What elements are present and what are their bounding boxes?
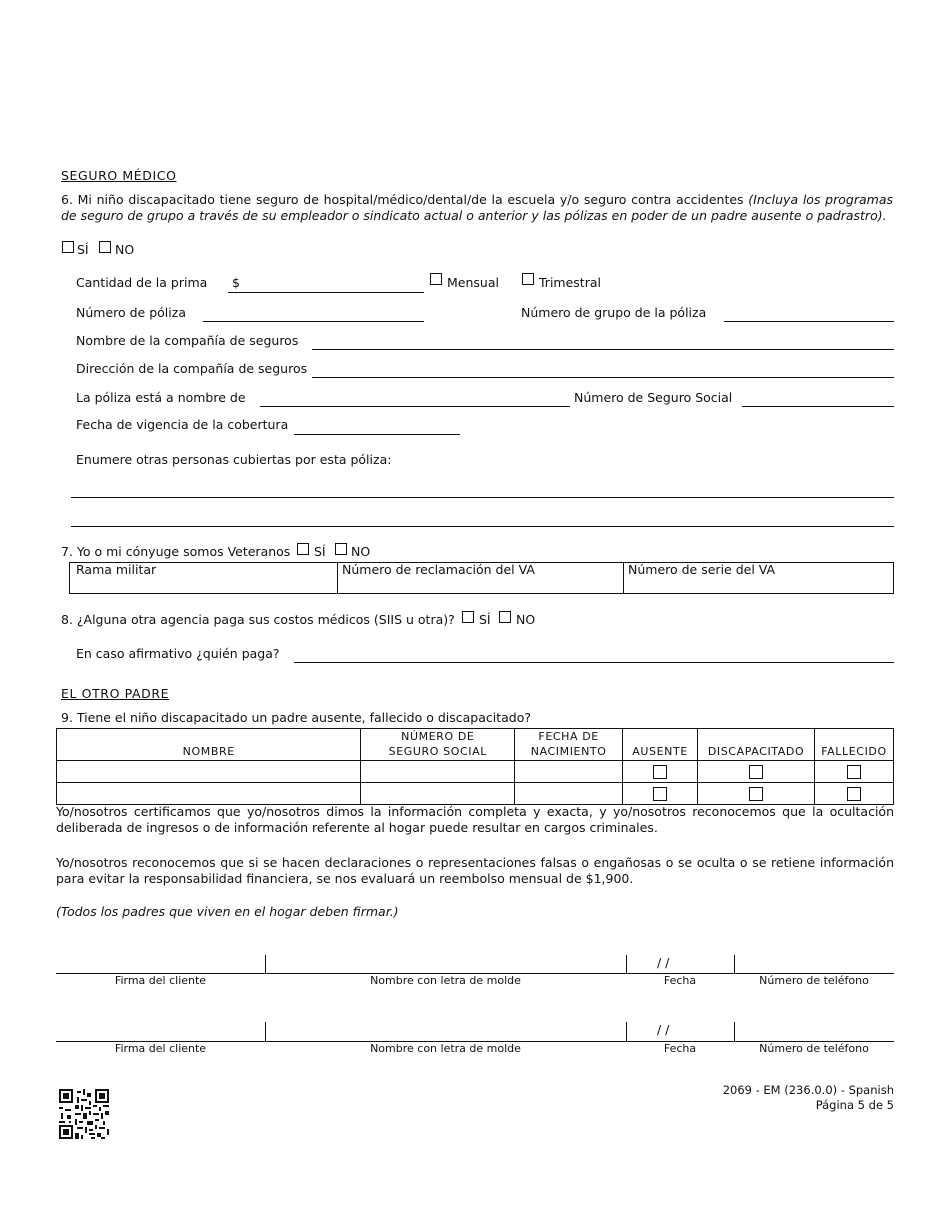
col-disabled: DISCAPACITADO <box>698 729 815 761</box>
other-parent-heading: EL OTRO PADRE <box>61 686 170 701</box>
others-covered-line-2[interactable] <box>71 526 894 527</box>
branch-label[interactable]: Rama militar <box>76 562 157 577</box>
sig2-divider-2 <box>626 1022 627 1041</box>
monthly-label: Mensual <box>447 275 499 290</box>
premium-field[interactable] <box>228 292 424 293</box>
row1-name-cell[interactable] <box>57 761 361 783</box>
row1-disabled-checkbox[interactable] <box>749 765 763 779</box>
row2-deceased-checkbox[interactable] <box>847 787 861 801</box>
sig1-client-signature-label: Firma del cliente <box>114 974 207 987</box>
q7-no-checkbox[interactable] <box>335 543 347 555</box>
col-ssn <box>361 729 515 761</box>
sig1-divider-3 <box>734 955 735 973</box>
sig2-divider-3 <box>734 1022 735 1041</box>
row2-ssn-cell[interactable] <box>361 783 515 805</box>
quarterly-label: Trimestral <box>539 275 601 290</box>
table-row <box>57 761 894 783</box>
sig1-divider-1 <box>265 955 266 973</box>
q6-yes-checkbox[interactable] <box>62 241 74 253</box>
q8-no-checkbox[interactable] <box>499 611 511 623</box>
sig1-date-separator[interactable]: / / <box>657 955 670 970</box>
row1-deceased-checkbox[interactable] <box>847 765 861 779</box>
sig2-date-separator[interactable]: / / <box>657 1022 670 1037</box>
row2-name-cell[interactable] <box>57 783 361 805</box>
row1-absent-checkbox[interactable] <box>653 765 667 779</box>
sig2-divider-1 <box>265 1022 266 1041</box>
barcode-icon <box>59 1089 109 1139</box>
col-dob-line-2: NACIMIENTO <box>530 745 607 758</box>
row1-disabled-cell <box>698 761 815 783</box>
q8-no-label: NO <box>516 612 536 627</box>
q8-yes-checkbox[interactable] <box>462 611 474 623</box>
col-ssn-line-2: SEGURO SOCIAL <box>388 745 487 758</box>
question-6-text: 6. Mi niño discapacitado tiene seguro de hospital/médico/dental/de la escuela y/o seguro contra accidentes <box>61 192 749 207</box>
question-6-note: (Incluya los programas de seguro de grupo a través de su empleador o sindicato actual o anterior y las pólizas en poder de un padre ausente o padrastro). <box>61 192 893 223</box>
group-number-field[interactable] <box>724 321 894 322</box>
col-deceased: FALLECIDO <box>815 729 894 761</box>
group-number-label: Número de grupo de la póliza <box>521 305 707 320</box>
other-parent-table <box>56 728 894 805</box>
company-name-field[interactable] <box>312 349 894 350</box>
page-number: Página 5 de 5 <box>815 1098 894 1112</box>
row2-deceased-cell <box>815 783 894 805</box>
q6-yes-label: SÍ <box>77 242 89 257</box>
question-9: 9. Tiene el niño discapacitado un padre ausente, fallecido o discapacitado? <box>61 710 531 725</box>
row1-deceased-cell <box>815 761 894 783</box>
sig2-phone-label: Número de teléfono <box>759 1042 869 1055</box>
others-covered-label: Enumere otras personas cubiertas por esta póliza: <box>76 452 392 467</box>
question-7: 7. Yo o mi cónyuge somos Veteranos <box>61 544 291 559</box>
company-address-label: Dirección de la compañía de seguros <box>76 361 308 376</box>
others-covered-line-1[interactable] <box>71 497 894 498</box>
policy-holder-label: La póliza está a nombre de <box>76 390 246 405</box>
col-dob-line-1: FECHA DE <box>538 730 599 743</box>
policy-number-field[interactable] <box>203 321 424 322</box>
row2-disabled-cell <box>698 783 815 805</box>
question-6 <box>61 192 893 224</box>
veterans-divider-1 <box>337 562 338 594</box>
row1-ssn-cell[interactable] <box>361 761 515 783</box>
sig1-date-label: Fecha <box>663 974 697 987</box>
sig2-client-signature-label: Firma del cliente <box>114 1042 207 1055</box>
claim-label[interactable]: Número de reclamación del VA <box>342 562 535 577</box>
sig1-printed-name-label: Nombre con letra de molde <box>370 974 521 987</box>
insurance-heading: SEGURO MÉDICO <box>61 168 177 183</box>
q6-no-label: NO <box>115 242 135 257</box>
col-absent: AUSENTE <box>623 729 698 761</box>
effective-date-label: Fecha de vigencia de la cobertura <box>76 417 289 432</box>
quarterly-checkbox[interactable] <box>522 273 534 285</box>
policy-number-label: Número de póliza <box>76 305 186 320</box>
col-ssn-line-1: NÚMERO DE <box>401 730 475 743</box>
row2-absent-checkbox[interactable] <box>653 787 667 801</box>
veterans-divider-2 <box>623 562 624 594</box>
row2-disabled-checkbox[interactable] <box>749 787 763 801</box>
premium-label: Cantidad de la prima <box>76 275 208 290</box>
currency-sign: $ <box>232 275 240 290</box>
who-pays-field[interactable] <box>294 662 894 663</box>
effective-date-field[interactable] <box>294 434 460 435</box>
row1-dob-cell[interactable] <box>515 761 623 783</box>
col-name: NOMBRE <box>57 729 361 761</box>
sig2-printed-name-label: Nombre con letra de molde <box>370 1042 521 1055</box>
signing-note: (Todos los padres que viven en el hogar deben firmar.) <box>56 904 399 919</box>
certification-paragraph-1: Yo/nosotros certificamos que yo/nosotros dimos la información completa y exacta, y yo/nosotros reconocemos que la ocultación deliberada de ingresos o de información referente al hogar puede resultar en cargos criminales. <box>56 804 894 835</box>
ssn-field[interactable] <box>742 406 894 407</box>
q6-no-checkbox[interactable] <box>99 241 111 253</box>
who-pays-label: En caso afirmativo ¿quién paga? <box>76 646 280 661</box>
form-id: 2069 - EM (236.0.0) - Spanish <box>722 1083 894 1097</box>
row2-dob-cell[interactable] <box>515 783 623 805</box>
sig1-divider-2 <box>626 955 627 973</box>
table-row <box>57 783 894 805</box>
company-name-label: Nombre de la compañía de seguros <box>76 333 299 348</box>
policy-holder-field[interactable] <box>260 406 570 407</box>
q7-no-label: NO <box>351 544 371 559</box>
monthly-checkbox[interactable] <box>430 273 442 285</box>
q8-yes-label: SÍ <box>479 612 491 627</box>
col-dob <box>515 729 623 761</box>
sig2-date-label: Fecha <box>663 1042 697 1055</box>
row1-absent-cell <box>623 761 698 783</box>
q7-yes-label: SÍ <box>314 544 326 559</box>
question-8: 8. ¿Alguna otra agencia paga sus costos médicos (SIIS u otra)? <box>61 612 455 627</box>
sig1-phone-label: Número de teléfono <box>759 974 869 987</box>
certification-paragraph-2: Yo/nosotros reconocemos que si se hacen declaraciones o representaciones falsas o engañosas o se oculta o se retiene información para evitar la responsabilidad financiera, se nos evaluará un reembolso mensual de $1,900. <box>56 855 894 886</box>
serial-label[interactable]: Número de serie del VA <box>628 562 776 577</box>
q7-yes-checkbox[interactable] <box>297 543 309 555</box>
company-address-field[interactable] <box>312 377 894 378</box>
row2-absent-cell <box>623 783 698 805</box>
ssn-label: Número de Seguro Social <box>574 390 733 405</box>
